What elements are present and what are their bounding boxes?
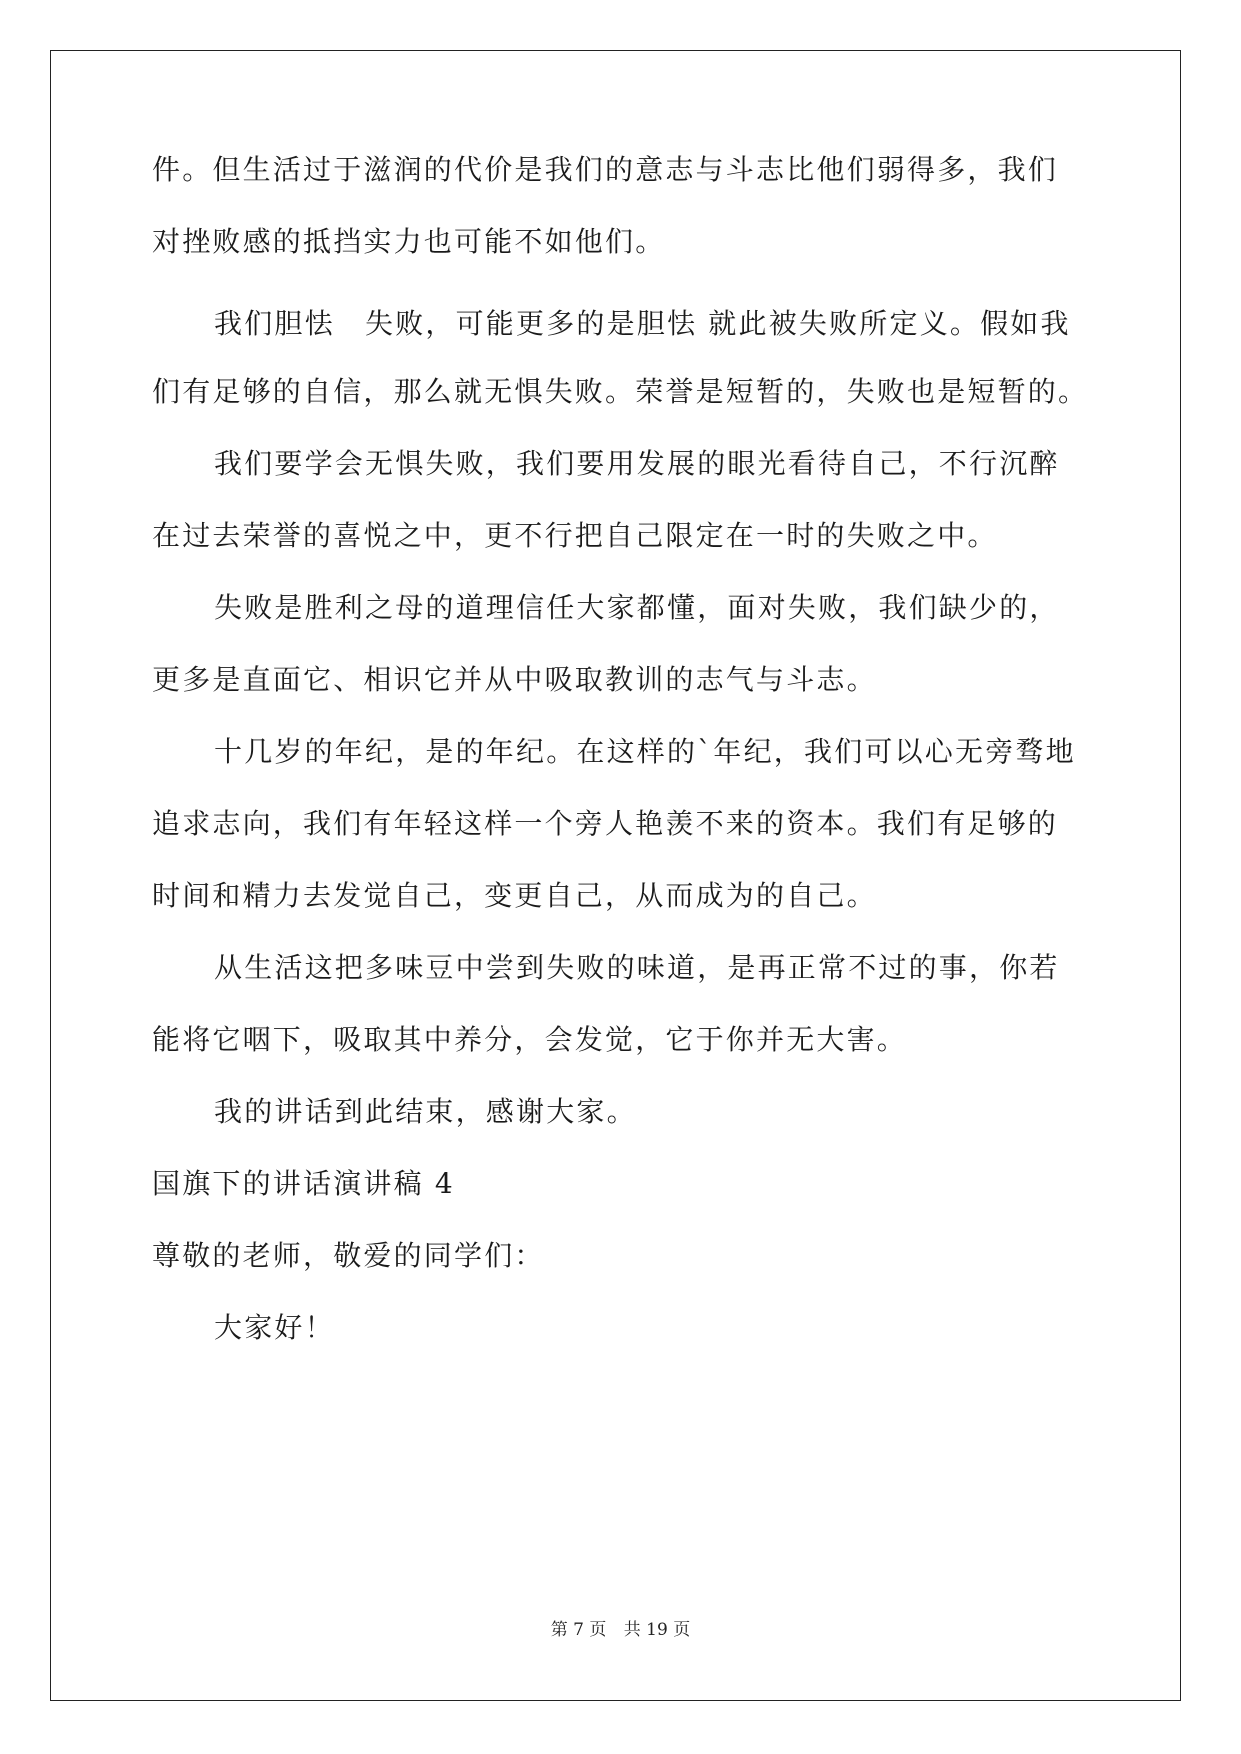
text-line: 对挫败感的抵挡实力也可能不如他们。 — [152, 225, 666, 258]
text-line: 我们要学会无惧失败，我们要用发展的眼光看待自己，不行沉醉 — [214, 447, 1060, 480]
text-line: 追求志向，我们有年轻这样一个旁人艳羡不来的资本。我们有足够的 — [152, 807, 1059, 840]
text-line: 件。但生活过于滋润的代价是我们的意志与斗志比他们弱得多，我们 — [152, 153, 1059, 186]
page-footer — [0, 1618, 1241, 1642]
text-line: 更多是直面它、相识它并从中吸取教训的志气与斗志。 — [152, 663, 877, 696]
text-line: 能将它咽下，吸取其中养分，会发觉，它于你并无大害。 — [152, 1023, 908, 1056]
page-number-current: 第 7 页 — [550, 1620, 607, 1640]
greeting: 大家好！ — [214, 1311, 335, 1344]
text-line: 从生活这把多味豆中尝到失败的味道，是再正常不过的事，你若 — [214, 951, 1060, 984]
section-heading: 国旗下的讲话演讲稿 4 — [152, 1167, 455, 1200]
text-line: 时间和精力去发觉自己，变更自己，从而成为的自己。 — [152, 879, 877, 912]
text-line: 我的讲话到此结束，感谢大家。 — [214, 1095, 637, 1128]
text-line: 失败是胜利之母的道理信任大家都懂，面对失败，我们缺少的， — [214, 591, 1060, 624]
salutation: 尊敬的老师，敬爱的同学们： — [152, 1239, 545, 1272]
text-line: 我们胆怯 失败，可能更多的是胆怯 就此被失败所定义。假如我 — [214, 307, 1071, 340]
text-line: 们有足够的自信，那么就无惧失败。荣誉是短暂的，失败也是短暂的。 — [152, 375, 1089, 408]
text-line: 十几岁的年纪，是的年纪。在这样的`年纪，我们可以心无旁骛地 — [214, 735, 1076, 768]
page-number-total: 共 19 页 — [623, 1620, 691, 1640]
text-line: 在过去荣誉的喜悦之中，更不行把自己限定在一时的失败之中。 — [152, 519, 998, 552]
page-border — [50, 50, 1181, 1701]
